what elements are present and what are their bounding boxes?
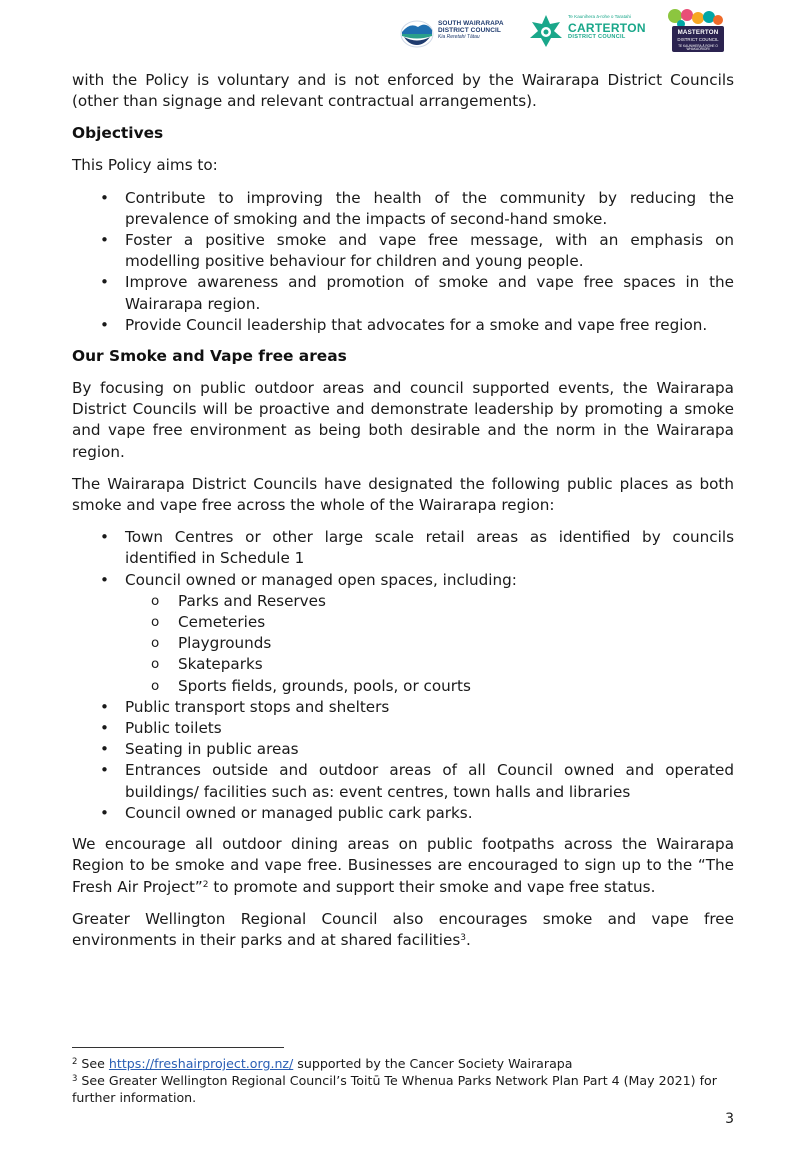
fresh-air-project-link[interactable]: https://freshairproject.org.nz/ — [108, 1056, 294, 1071]
dining-text-end: to promote and support their smoke and vape free status. — [208, 877, 656, 896]
gwrc-text-end: . — [465, 930, 471, 949]
footnote-2-prefix: See — [77, 1056, 109, 1071]
footnote-ref-2[interactable]: 2 — [202, 879, 209, 890]
sub-list-item: o Parks and Reserves — [125, 591, 734, 612]
list-item: • Improve awareness and promotion of smoke and vape free spaces in the Wairarapa region. — [72, 272, 734, 314]
footnote-3-text: See Greater Wellington Regional Council’s Toitū Te Whenua Parks Network Plan Part 4 (May 2021) for further information. — [72, 1073, 717, 1106]
dining-paragraph — [72, 834, 734, 898]
masterton-name: MASTERTON — [677, 29, 719, 36]
designated-places-list — [72, 527, 734, 824]
carterton-name: CARTERTON — [568, 20, 646, 35]
list-item: • Foster a positive smoke and vape free message, with an emphasis on modelling positive behaviour for children and young people. — [72, 230, 734, 272]
list-item: • Council owned or managed public cark parks. — [72, 803, 734, 824]
list-item-label: Council owned or managed open spaces, including: — [125, 570, 517, 589]
areas-paragraph-2: The Wairarapa District Councils have designated the following public places as both smoke and vape free across the whole of the Wairarapa region: — [72, 474, 734, 515]
list-item: • Contribute to improving the health of the community by reducing the prevalence of smoking and the impacts of second-hand smoke. — [72, 188, 734, 230]
footnote-ref-3[interactable]: 3 — [460, 932, 466, 943]
gwrc-paragraph — [72, 909, 734, 951]
objectives-lead: This Policy aims to: — [72, 156, 218, 175]
carterton-maori-name: Te Kaunihera ā-rohe o Taratahi — [568, 14, 631, 19]
gwrc-text: Greater Wellington Regional Council also encourages smoke and vape free environments in their parks and at shared facilities — [72, 909, 734, 949]
open-spaces-sublist — [125, 591, 734, 697]
carterton-subtitle: DISTRICT COUNCIL — [568, 33, 626, 40]
list-item: • Seating in public areas — [72, 739, 734, 760]
document-body — [72, 70, 734, 962]
carterton-logo — [528, 14, 648, 48]
footnotes — [72, 1055, 734, 1107]
footnote-3 — [72, 1072, 734, 1106]
list-item-open-spaces — [72, 570, 734, 697]
areas-heading: Our Smoke and Vape free areas — [72, 347, 347, 366]
south-wairarapa-emblem-icon — [400, 18, 434, 48]
masterton-dots-icon — [666, 8, 726, 28]
page-number: 3 — [725, 1111, 734, 1127]
masterton-subtitle: DISTRICT COUNCIL — [677, 37, 719, 42]
footnote-2-number: 2 — [72, 1057, 78, 1067]
sub-list-item: o Sports fields, grounds, pools, or courts — [125, 676, 734, 697]
footnote-2-suffix: supported by the Cancer Society Wairarapa — [293, 1056, 573, 1071]
masterton-logo — [666, 8, 726, 54]
sub-list-item: o Playgrounds — [125, 633, 734, 654]
carterton-emblem-icon — [528, 14, 564, 48]
list-item: • Public transport stops and shelters — [72, 697, 734, 718]
list-item: • Town Centres or other large scale retail areas as identified by councils identified in Schedule 1 — [72, 527, 734, 569]
footnote-divider — [72, 1047, 284, 1048]
swdc-name-line2: DISTRICT COUNCIL — [438, 26, 501, 34]
list-item: • Public toilets — [72, 718, 734, 739]
swdc-name-line1: SOUTH WAIRARAPA — [438, 20, 504, 27]
masterton-maori-name: TE KAUNIHERA Ā ROHE O WHAKAORIORI — [678, 44, 718, 52]
sub-list-item: o Cemeteries — [125, 612, 734, 633]
footnote-2 — [72, 1055, 734, 1072]
areas-paragraph-1: By focusing on public outdoor areas and council supported events, the Wairarapa District Councils will be proactive and demonstrate leadership by promoting a smoke and vape free environment as being both desirable and the norm in the Wairarapa region. — [72, 379, 734, 461]
objectives-list — [72, 188, 734, 336]
footnote-3-number: 3 — [72, 1074, 78, 1085]
dining-text: We encourage all outdoor dining areas on public footpaths across the Wairarapa Region to be smoke and vape free. Businesses are encouraged to sign up to the “The Fresh Air Project” — [72, 835, 734, 896]
objectives-heading: Objectives — [72, 124, 164, 143]
intro-paragraph: with the Policy is voluntary and is not enforced by the Wairarapa District Councils (other than signage and relevant contractual arrangements). — [72, 71, 734, 111]
south-wairarapa-logo — [400, 18, 510, 50]
list-item: • Provide Council leadership that advocates for a smoke and vape free region. — [72, 315, 734, 336]
list-item: • Entrances outside and outdoor areas of all Council owned and operated buildings/ facilities such as: event centres, town halls and libraries — [72, 760, 734, 802]
swdc-tagline: Kia Reretahi Tātau — [438, 34, 480, 40]
sub-list-item: o Skateparks — [125, 654, 734, 675]
